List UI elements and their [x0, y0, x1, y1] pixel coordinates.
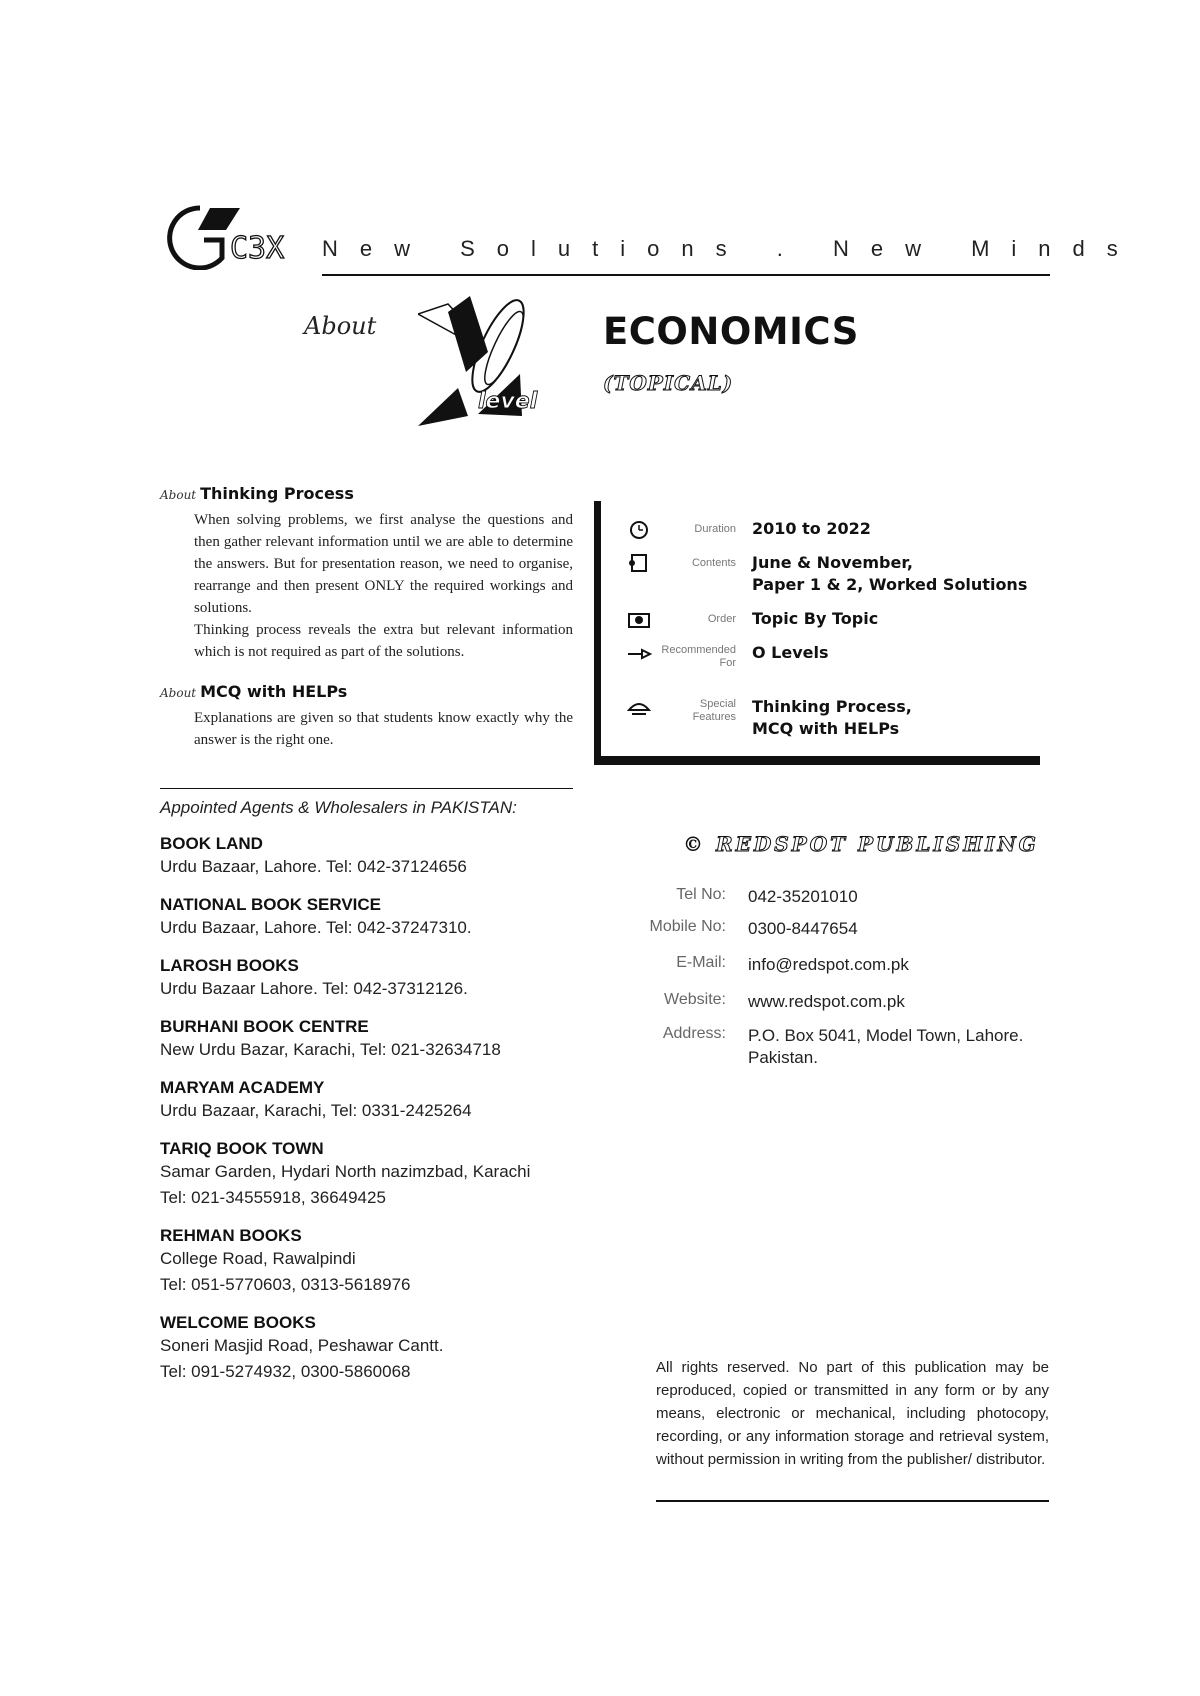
agent-address: Soneri Masjid Road, Peshawar Cantt. [160, 1336, 444, 1355]
agent-name: NATIONAL BOOK SERVICE [160, 895, 382, 914]
agent-entry [160, 956, 580, 1002]
feature-heading-text: Thinking Process [200, 484, 354, 503]
contact-key: Website: [664, 991, 726, 1008]
info-key: Special Features [692, 698, 736, 723]
info-value: Thinking Process, MCQ with HELPs [752, 697, 912, 738]
contact-key: Address: [662, 1025, 726, 1042]
copyright-symbol: © [683, 832, 706, 856]
publisher-name: REDSPOT PUBLISHING [716, 832, 1039, 856]
book-subtitle: (TOPICAL) [603, 371, 734, 395]
feature-heading [160, 682, 573, 701]
agents-title: Appointed Agents & Wholesalers in PAKISTAN: [160, 798, 517, 817]
agent-address: New Urdu Bazar, Karachi, Tel: 021-32634718 [160, 1040, 501, 1059]
level-word: level [478, 389, 538, 414]
camera-icon [626, 608, 652, 630]
feature-paragraph: When solving problems, we first analyse the questions and then gather relevant information until we are able to determine the answers. But for presentation reason, we need to organise, rearrange and then present ONLY the required workings and solutions. [194, 512, 573, 616]
contact-value: 0300-8447654 [748, 919, 858, 938]
feature-heading [160, 484, 573, 503]
agent-name: REHMAN BOOKS [160, 1226, 302, 1245]
redspot-logo-icon [160, 200, 290, 270]
info-value: Topic By Topic [752, 609, 879, 628]
agent-name: TARIQ BOOK TOWN [160, 1139, 324, 1158]
info-value: June & November, Paper 1 & 2, Worked Solutions [752, 553, 1028, 594]
agent-entry [160, 895, 580, 941]
agent-address: Urdu Bazaar, Lahore. Tel: 042-37124656 [160, 857, 467, 876]
info-key: Contents [691, 557, 736, 569]
info-value: O Levels [752, 643, 829, 662]
agent-name: BURHANI BOOK CENTRE [160, 1017, 369, 1036]
contact-value[interactable]: www.redspot.com.pk [748, 992, 905, 1011]
agent-name: MARYAM ACADEMY [160, 1078, 325, 1097]
agent-phone: Tel: 051-5770603, 0313-5618976 [160, 1275, 411, 1294]
agent-name: LAROSH BOOKS [160, 956, 299, 975]
contact-value[interactable]: info@redspot.com.pk [748, 955, 909, 974]
agent-entry [160, 1078, 580, 1124]
agent-address: Samar Garden, Hydari North nazimzbad, Karachi [160, 1162, 531, 1181]
info-key: Order [707, 613, 736, 625]
feature-thinking-process [160, 484, 573, 663]
agent-phone: Tel: 021-34555918, 36649425 [160, 1188, 386, 1207]
header-divider [322, 274, 1050, 276]
agent-entry [160, 1313, 580, 1385]
lamp-icon [626, 696, 652, 718]
agent-entry [160, 834, 580, 880]
contact-key: E-Mail: [676, 954, 726, 971]
info-value: 2010 to 2022 [752, 519, 871, 538]
feature-heading-text: MCQ with HELPs [200, 682, 348, 701]
feature-mcq-helps [160, 682, 573, 751]
pointing-hand-icon [626, 642, 652, 664]
o-level-emblem-icon [418, 296, 568, 436]
agents-divider [160, 788, 573, 789]
agent-address: Urdu Bazaar Lahore. Tel: 042-37312126. [160, 979, 468, 998]
agent-address: Urdu Bazaar, Karachi, Tel: 0331-2425264 [160, 1101, 472, 1120]
about-script-label: About [304, 312, 377, 340]
contact-value: P.O. Box 5041, Model Town, Lahore. Pakistan. [748, 1026, 1024, 1067]
contact-key: Tel No: [676, 886, 726, 903]
agent-entry [160, 1139, 580, 1211]
agent-name: WELCOME BOOKS [160, 1313, 316, 1332]
svg-text:C3X: C3X [230, 231, 285, 266]
agent-name: BOOK LAND [160, 834, 263, 853]
agent-address: College Road, Rawalpindi [160, 1249, 356, 1268]
publisher-title [683, 832, 1039, 856]
agent-entry [160, 1226, 580, 1298]
feature-paragraph: Thinking process reveals the extra but relevant information which is not required as part of the solutions. [194, 622, 573, 660]
rights-notice: All rights reserved. No part of this publication may be reproduced, copied or transmitted in any form or by any means, electronic or mechanical, including photocopy, recording, or any information storage and retrieval system, without permission in writing from the publisher/ distributor. [656, 1359, 1049, 1468]
agent-phone: Tel: 091-5274932, 0300-5860068 [160, 1362, 411, 1381]
rights-divider [656, 1500, 1049, 1502]
alarm-clock-icon [626, 518, 652, 540]
about-tiny-label: About [160, 686, 197, 700]
info-key: Recommended For [661, 644, 736, 669]
contact-key: Mobile No: [649, 918, 726, 935]
book-title: ECONOMICS [603, 310, 859, 353]
info-key: Duration [694, 523, 736, 535]
agent-address: Urdu Bazaar, Lahore. Tel: 042-37247310. [160, 918, 472, 937]
scroll-icon [626, 552, 652, 574]
agent-entry [160, 1017, 580, 1063]
about-tiny-label: About [160, 488, 197, 502]
contact-value: 042-35201010 [748, 887, 858, 906]
header-tagline: New Solutions . New Minds [322, 236, 1140, 261]
feature-paragraph: Explanations are given so that students know exactly why the answer is the right one. [194, 710, 573, 748]
